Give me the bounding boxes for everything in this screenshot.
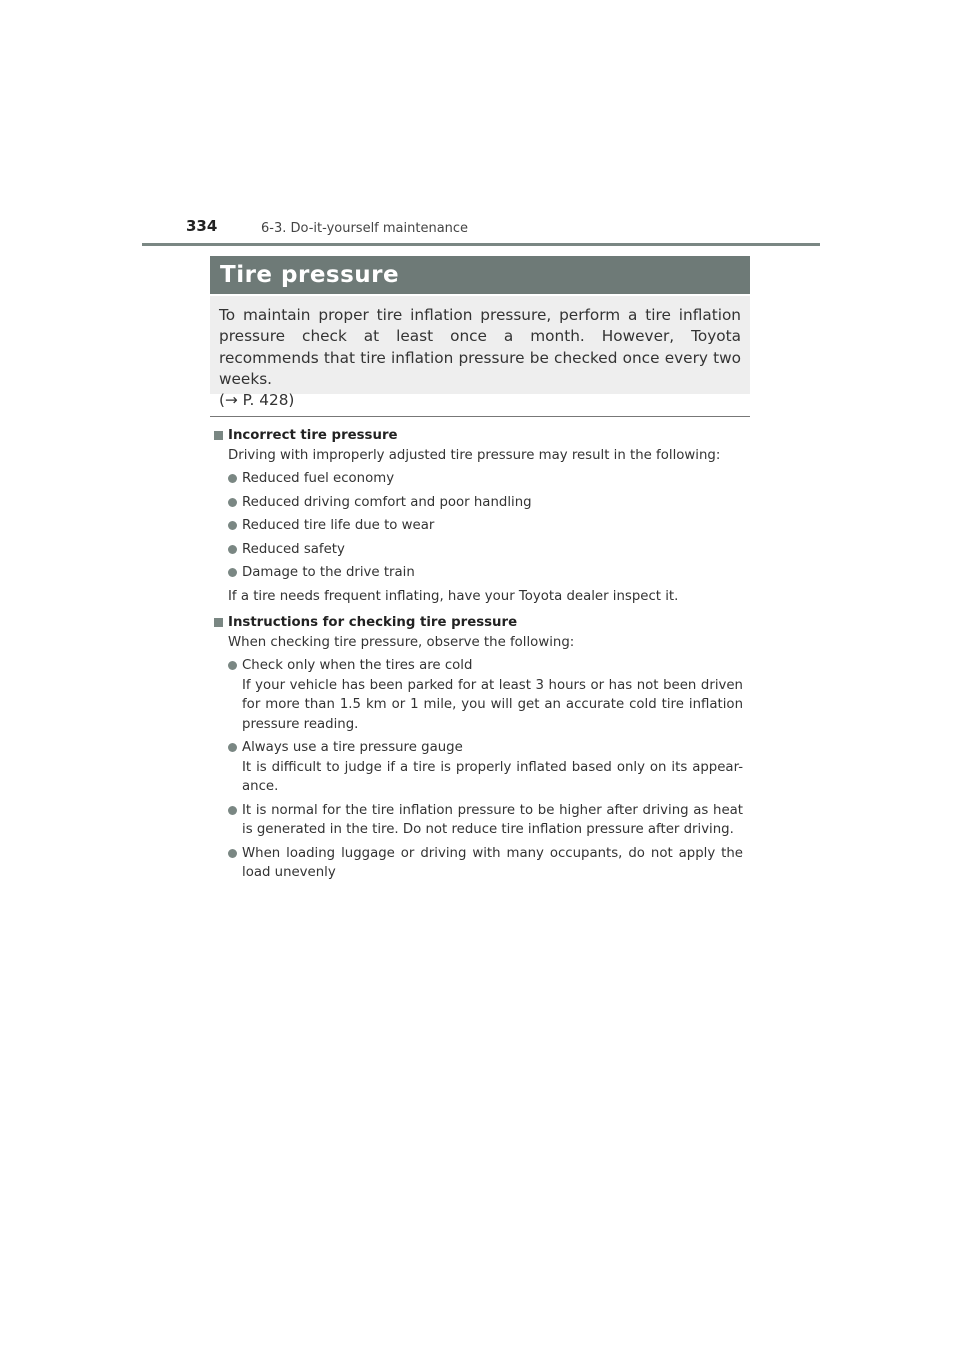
circle-bullet-icon — [228, 743, 237, 752]
list-item-detail: It is difficult to judge if a tire is properly inflated based only on its appear-ance. — [242, 759, 743, 794]
heading-text: Incorrect tire pressure — [228, 428, 398, 443]
arrow-right-icon: → — [224, 391, 238, 410]
list-item — [214, 656, 743, 734]
header-rule — [142, 243, 820, 246]
page-reference-link[interactable]: P. 428) — [237, 391, 295, 410]
square-bullet-icon — [214, 431, 223, 440]
intro-box — [210, 296, 750, 410]
section-label: 6-3. Do-it-yourself maintenance — [261, 221, 469, 236]
list-item-text: Reduced safety — [242, 541, 345, 557]
section-lead: Driving with improperly adjusted tire pressure may result in the following: — [228, 447, 721, 463]
list-item-title: Always use a tire pressure gauge — [242, 740, 463, 755]
ref-open: ( — [219, 391, 225, 410]
list-item — [214, 516, 743, 536]
list-item-title: Check only when the tires are cold — [242, 658, 473, 673]
list-item-text: Reduced tire life due to wear — [242, 518, 435, 533]
divider — [210, 416, 750, 417]
circle-bullet-icon — [228, 498, 237, 507]
intro-text: To maintain proper tire inflation pressure, perform a tire inflation pressure check at least once a month. However, Toyota recommends that tire inflation pressure be checked once every two weeks. — [219, 306, 741, 388]
circle-bullet-icon — [228, 521, 237, 530]
list-item — [214, 540, 743, 560]
list-item-text: Reduced driving comfort and poor handling — [242, 494, 532, 510]
list-item-detail: If your vehicle has been parked for at least 3 hours or has not been driven for more than 1.5 km or 1 mile, you will get an accurate cold tire inflation pressure reading. — [242, 677, 743, 732]
list-item-text: Damage to the drive train — [242, 565, 415, 580]
list-item-body — [242, 844, 743, 883]
list-item — [214, 844, 743, 883]
circle-bullet-icon — [228, 849, 237, 858]
list-item — [214, 738, 743, 797]
circle-bullet-icon — [228, 661, 237, 670]
intro-paragraph — [219, 305, 741, 411]
list-item — [214, 563, 743, 583]
list-item-body — [242, 801, 743, 840]
list-item — [214, 469, 743, 489]
page-number: 334 — [186, 217, 218, 235]
list-item-body — [242, 738, 743, 797]
circle-bullet-icon — [228, 568, 237, 577]
section-heading-checking-instructions — [214, 613, 743, 633]
circle-bullet-icon — [228, 806, 237, 815]
list-item — [214, 493, 743, 513]
page-title: Tire pressure — [210, 256, 750, 294]
content — [214, 426, 743, 883]
list-item-body — [242, 656, 743, 734]
circle-bullet-icon — [228, 545, 237, 554]
section-closing: If a tire needs frequent inflating, have your Toyota dealer inspect it. — [228, 588, 679, 604]
list-item-title: When loading luggage or driving with many occupants, do not apply the load unevenly — [242, 845, 743, 880]
square-bullet-icon — [214, 618, 223, 627]
section-lead: When checking tire pressure, observe the following: — [228, 634, 575, 650]
list-item — [214, 801, 743, 840]
list-item-title: It is normal for the tire inflation pressure to be higher after driving as heat is generated in the tire. Do not reduce tire inflation pressure after driving. — [242, 802, 743, 837]
section-heading-incorrect-pressure — [214, 426, 743, 446]
circle-bullet-icon — [228, 474, 237, 483]
heading-text: Instructions for checking tire pressure — [228, 615, 518, 630]
list-item-text: Reduced fuel economy — [242, 471, 395, 486]
